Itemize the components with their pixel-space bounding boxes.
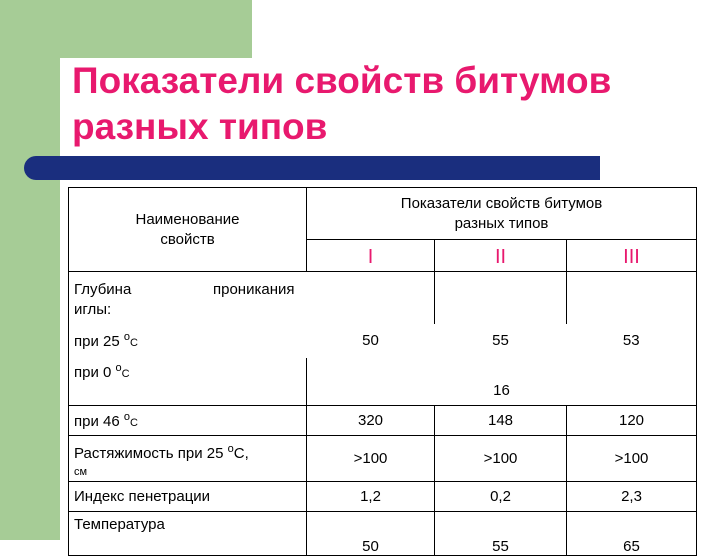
unit-celsius: С xyxy=(121,367,130,380)
degree-sign: о xyxy=(115,361,122,374)
header-type-1: I xyxy=(307,240,435,272)
unit-celsius: С, xyxy=(233,445,249,462)
header-property-name-line-2: свойств xyxy=(160,230,215,248)
cell-ductility-type2: >100 xyxy=(435,436,567,482)
row-label-ductility-text: Растяжимость при 25 xyxy=(74,445,224,462)
unit-celsius: С xyxy=(130,417,138,429)
cell-at25-type3: 53 xyxy=(567,324,697,358)
cell-at46-type1: 320 xyxy=(307,406,435,436)
header-type-group xyxy=(307,188,697,240)
row-label-depth-word: Глубина xyxy=(74,281,132,298)
row-label-temperature: Температура xyxy=(69,512,307,556)
row-label-at-25 xyxy=(69,324,307,358)
row-label-at-0 xyxy=(69,358,307,406)
slide-title xyxy=(72,58,712,150)
cell-pen-index-type2: 0,2 xyxy=(435,482,567,512)
row-label-penetration-word: проникания xyxy=(213,281,295,298)
row-label-needle-word: иглы: xyxy=(74,301,112,318)
cell-pen-index-type3: 2,3 xyxy=(567,482,697,512)
cell-temperature-type2: 55 xyxy=(435,512,567,556)
row-label-at-0-text: при 0 xyxy=(74,363,112,381)
unit-celsius: С xyxy=(130,337,138,349)
cell-at46-type3: 120 xyxy=(567,406,697,436)
bitumen-properties-table xyxy=(68,187,697,556)
cell-temperature-type1: 50 xyxy=(307,512,435,556)
row-label-penetration-index: Индекс пенетрации xyxy=(69,482,307,512)
row-label-penetration-depth xyxy=(69,272,307,324)
degree-sign: о xyxy=(227,443,234,455)
cell-temperature-type3: 65 xyxy=(567,512,697,556)
cell-empty-2 xyxy=(435,272,567,324)
header-property-name-line-1: Наименование xyxy=(135,210,240,228)
row-label-at-46-text: при 46 xyxy=(74,413,120,430)
cell-at0-value: 16 xyxy=(307,358,697,406)
header-type-group-line-1: Показатели свойств битумов xyxy=(400,194,603,212)
cell-at25-type1: 50 xyxy=(362,332,379,349)
row-label-at-25-text: при 25 xyxy=(74,333,120,350)
cell-pen-index-type1: 1,2 xyxy=(307,482,435,512)
degree-sign: о xyxy=(123,411,130,423)
header-type-group-line-2: разных типов xyxy=(454,214,549,232)
cell-empty-1 xyxy=(307,272,435,324)
cell-at46-type2: 148 xyxy=(435,406,567,436)
slide-title-line-1: Показатели свойств битумов xyxy=(72,60,612,101)
header-property-name xyxy=(69,188,307,272)
header-type-3: III xyxy=(567,240,697,272)
row-label-at-46 xyxy=(69,406,307,436)
degree-sign: о xyxy=(123,331,130,343)
cell-ductility-type1: >100 xyxy=(307,436,435,482)
header-type-2: II xyxy=(435,240,567,272)
row-label-ductility xyxy=(69,436,307,482)
unit-cm: см xyxy=(74,466,88,478)
slide-title-line-2: разных типов xyxy=(72,106,328,147)
cell-at25-type2: 55 xyxy=(492,332,509,349)
title-underline-bar xyxy=(24,156,600,180)
cell-ductility-type3: >100 xyxy=(567,436,697,482)
cell-empty-3 xyxy=(567,272,697,324)
